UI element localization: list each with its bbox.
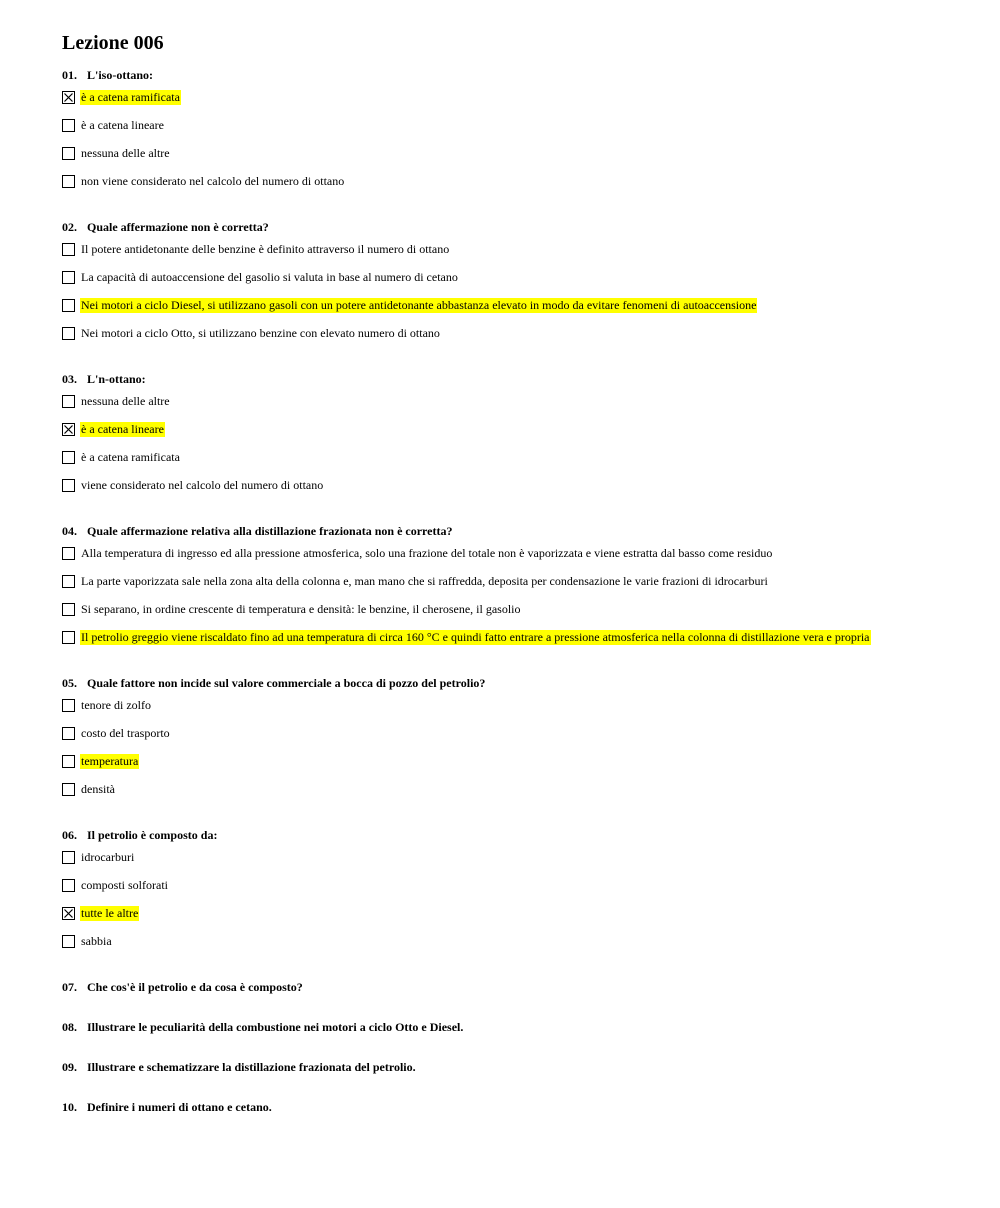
answer-option[interactable] xyxy=(62,172,962,200)
answer-option[interactable] xyxy=(62,448,962,476)
option-text: costo del trasporto xyxy=(81,726,170,740)
checkbox[interactable] xyxy=(62,479,75,492)
question-10 xyxy=(62,1100,962,1114)
answer-option[interactable] xyxy=(62,628,962,656)
x-mark-icon xyxy=(63,92,74,103)
question-text: Definire i numeri di ottano e cetano. xyxy=(87,1100,272,1114)
checkbox[interactable] xyxy=(62,851,75,864)
question-number: 08. xyxy=(62,1020,77,1034)
option-text: viene considerato nel calcolo del numero di ottano xyxy=(81,478,324,492)
checkbox[interactable] xyxy=(62,879,75,892)
question-number: 03. xyxy=(62,372,77,386)
question-number: 05. xyxy=(62,676,77,690)
question-heading xyxy=(62,68,962,82)
answer-option[interactable] xyxy=(62,324,962,352)
question-text: Che cos'è il petrolio e da cosa è composto? xyxy=(87,980,303,994)
question-6 xyxy=(62,828,962,960)
question-7 xyxy=(62,980,962,994)
option-list xyxy=(62,240,962,352)
option-text: Nei motori a ciclo Otto, si utilizzano benzine con elevato numero di ottano xyxy=(81,326,440,340)
answer-option[interactable] xyxy=(62,144,962,172)
x-mark-icon xyxy=(63,424,74,435)
checkbox[interactable] xyxy=(62,575,75,588)
option-list xyxy=(62,88,962,200)
question-text: Quale fattore non incide sul valore commerciale a bocca di pozzo del petrolio? xyxy=(87,676,486,690)
option-text: idrocarburi xyxy=(81,850,135,864)
answer-option[interactable] xyxy=(62,752,962,780)
option-text-highlighted: Nei motori a ciclo Diesel, si utilizzano gasoli con un potere antidetonante abbastanza elevato in modo da evitare fenomeni di autoaccensione xyxy=(81,298,757,312)
question-text: Il petrolio è composto da: xyxy=(87,828,218,842)
answer-option[interactable] xyxy=(62,724,962,752)
question-heading xyxy=(62,524,962,538)
answer-option[interactable] xyxy=(62,116,962,144)
question-4 xyxy=(62,524,962,656)
option-text: densità xyxy=(81,782,115,796)
answer-option[interactable] xyxy=(62,544,962,572)
option-text: non viene considerato nel calcolo del numero di ottano xyxy=(81,174,345,188)
question-9 xyxy=(62,1060,962,1074)
option-text: è a catena ramificata xyxy=(81,450,180,464)
question-5 xyxy=(62,676,962,808)
question-heading xyxy=(62,828,962,842)
question-text: Quale affermazione relativa alla distillazione frazionata non è corretta? xyxy=(87,524,453,538)
question-heading xyxy=(62,1060,962,1074)
question-1 xyxy=(62,68,962,200)
question-heading xyxy=(62,220,962,234)
option-list xyxy=(62,696,962,808)
question-number: 01. xyxy=(62,68,77,82)
question-number: 10. xyxy=(62,1100,77,1114)
answer-option[interactable] xyxy=(62,848,962,876)
checkbox[interactable] xyxy=(62,547,75,560)
answer-option[interactable] xyxy=(62,696,962,724)
checkbox[interactable] xyxy=(62,783,75,796)
question-number: 02. xyxy=(62,220,77,234)
answer-option[interactable] xyxy=(62,268,962,296)
answer-option[interactable] xyxy=(62,876,962,904)
question-heading xyxy=(62,1100,962,1114)
option-text: sabbia xyxy=(81,934,112,948)
answer-option[interactable] xyxy=(62,296,962,324)
answer-option[interactable] xyxy=(62,932,962,960)
question-text: Illustrare le peculiarità della combustione nei motori a ciclo Otto e Diesel. xyxy=(87,1020,464,1034)
option-text-highlighted: tutte le altre xyxy=(81,906,139,920)
answer-option[interactable] xyxy=(62,420,962,448)
question-heading xyxy=(62,372,962,386)
option-text-highlighted: è a catena ramificata xyxy=(81,90,180,104)
option-text: composti solforati xyxy=(81,878,168,892)
checkbox[interactable] xyxy=(62,451,75,464)
option-text-highlighted: temperatura xyxy=(81,754,139,768)
checkbox-checked[interactable] xyxy=(62,907,75,920)
option-text: nessuna delle altre xyxy=(81,394,170,408)
checkbox[interactable] xyxy=(62,271,75,284)
option-text-highlighted: è a catena lineare xyxy=(81,422,164,436)
checkbox[interactable] xyxy=(62,299,75,312)
x-mark-icon xyxy=(63,908,74,919)
option-text: Si separano, in ordine crescente di temperatura e densità: le benzine, il cherosene, il gasolio xyxy=(81,602,521,616)
checkbox[interactable] xyxy=(62,119,75,132)
option-text: tenore di zolfo xyxy=(81,698,151,712)
option-list xyxy=(62,848,962,960)
option-text: è a catena lineare xyxy=(81,118,164,132)
question-number: 07. xyxy=(62,980,77,994)
answer-option[interactable] xyxy=(62,88,962,116)
question-3 xyxy=(62,372,962,504)
question-text: L'n-ottano: xyxy=(87,372,146,386)
checkbox[interactable] xyxy=(62,147,75,160)
quiz-document xyxy=(62,30,962,1114)
question-text: Quale affermazione non è corretta? xyxy=(87,220,269,234)
answer-option[interactable] xyxy=(62,904,962,932)
question-text: Illustrare e schematizzare la distillazione frazionata del petrolio. xyxy=(87,1060,416,1074)
checkbox-checked[interactable] xyxy=(62,423,75,436)
question-list xyxy=(62,68,962,1114)
answer-option[interactable] xyxy=(62,240,962,268)
checkbox-checked[interactable] xyxy=(62,91,75,104)
checkbox[interactable] xyxy=(62,243,75,256)
question-number: 04. xyxy=(62,524,77,538)
checkbox[interactable] xyxy=(62,175,75,188)
page-title: Lezione 006 xyxy=(62,32,164,54)
checkbox[interactable] xyxy=(62,631,75,644)
option-list xyxy=(62,544,962,656)
option-list xyxy=(62,392,962,504)
checkbox[interactable] xyxy=(62,699,75,712)
answer-option[interactable] xyxy=(62,780,962,808)
question-number: 06. xyxy=(62,828,77,842)
question-heading xyxy=(62,1020,962,1034)
option-text: La parte vaporizzata sale nella zona alta della colonna e, man mano che si raffredda, deposita per condensazione le varie frazioni di idrocarburi xyxy=(81,574,768,588)
option-text: Alla temperatura di ingresso ed alla pressione atmosferica, solo una frazione del totale non è vaporizzata e viene estratta dal basso come residuo xyxy=(81,546,773,560)
checkbox[interactable] xyxy=(62,327,75,340)
answer-option[interactable] xyxy=(62,476,962,504)
option-text-highlighted: Il petrolio greggio viene riscaldato fino ad una temperatura di circa 160 °C e quindi fatto entrare a pressione atmosferica nella colonna di distillazione vera e propria xyxy=(81,630,870,644)
answer-option[interactable] xyxy=(62,392,962,420)
checkbox[interactable] xyxy=(62,395,75,408)
answer-option[interactable] xyxy=(62,600,962,628)
option-text: La capacità di autoaccensione del gasolio si valuta in base al numero di cetano xyxy=(81,270,458,284)
checkbox[interactable] xyxy=(62,727,75,740)
option-text: Il potere antidetonante delle benzine è definito attraverso il numero di ottano xyxy=(81,242,450,256)
checkbox[interactable] xyxy=(62,755,75,768)
checkbox[interactable] xyxy=(62,603,75,616)
question-heading xyxy=(62,676,962,690)
question-2 xyxy=(62,220,962,352)
answer-option[interactable] xyxy=(62,572,962,600)
question-number: 09. xyxy=(62,1060,77,1074)
checkbox[interactable] xyxy=(62,935,75,948)
option-text: nessuna delle altre xyxy=(81,146,170,160)
question-text: L'iso-ottano: xyxy=(87,68,153,82)
question-8 xyxy=(62,1020,962,1034)
question-heading xyxy=(62,980,962,994)
